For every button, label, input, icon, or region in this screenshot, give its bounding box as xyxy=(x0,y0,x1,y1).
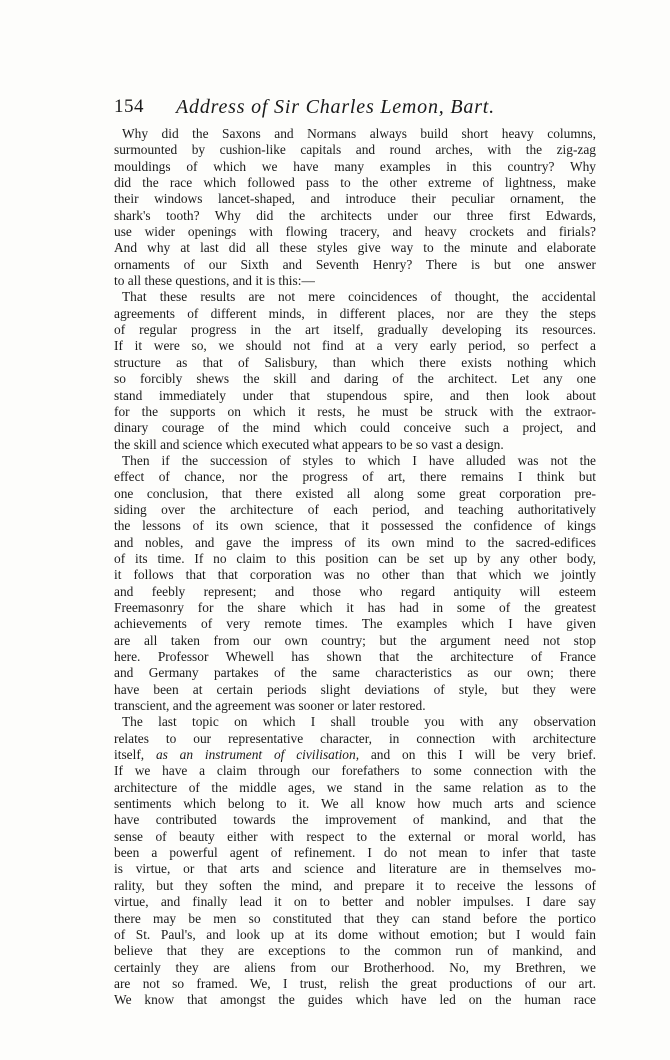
text-line: one conclusion, that there existed all along some great corporation pre- xyxy=(114,485,596,501)
text-line: to all these questions, and it is this:— xyxy=(114,273,315,289)
text-line: here. Professor Whewell has shown that the architecture of France xyxy=(114,649,596,664)
text-line: of its time. If no claim to this position can be set up by any other body, xyxy=(114,550,596,566)
text-line: We know that amongst the guides which have led on the human race xyxy=(114,992,596,1008)
page-header xyxy=(114,96,594,124)
text-line: If it were so, we should not find at a very early period, so perfect a xyxy=(114,338,596,354)
text-line: are not so framed. We, I trust, relish the great productions of our art. xyxy=(114,975,596,991)
text-line: sense of beauty either with respect to the external or moral world, has xyxy=(114,828,596,844)
text-line: and feebly represent; and those who regard antiquity will esteem xyxy=(114,583,596,599)
page-number: 154 xyxy=(114,96,144,117)
text-line: stand immediately under that stupendous spire, and then look about xyxy=(114,387,596,403)
text-line: And why at last did all these styles give way to the minute and elaborate xyxy=(114,240,596,256)
text-line: surmounted by cushion-like capitals and round arches, with the zig-zag xyxy=(114,142,596,158)
text-line: effect of chance, nor the progress of art, there remains I think but xyxy=(114,469,596,485)
text-line: certainly they are aliens from our Brotherhood. No, my Brethren, we xyxy=(114,959,596,975)
text-line: of regular progress in the art itself, gradually developing its resources. xyxy=(114,322,596,338)
text-line: use wider openings with flowing tracery, and heavy crockets and firials? xyxy=(114,224,596,240)
text-line: it follows that that corporation was no other than that which we jointly xyxy=(114,567,596,583)
text-line: and Germany partakes of the same characteristics as our own; there xyxy=(114,665,596,681)
text-line: transcient, and the agreement was sooner or later restored. xyxy=(114,698,426,714)
text-line: their windows lancet-shaped, and introduce their peculiar ornament, the xyxy=(114,191,596,207)
text-line: achievements of very remote times. The examples which I have given xyxy=(114,616,596,632)
text-line: Freemasonry for the share which it has had in some of the greatest xyxy=(114,599,596,615)
text-line: architecture of the middle ages, we stand in the same relation as to the xyxy=(114,779,596,795)
text-line: so forcibly shews the skill and daring of the architect. Let any one xyxy=(114,371,596,387)
text-line xyxy=(114,747,596,763)
text-line: structure as that of Salisbury, than which there exists nothing which xyxy=(114,354,596,370)
text-line: for the supports on which it rests, he must be struck with the extraor- xyxy=(114,403,596,419)
text-line: That these results are not mere coincidences of thought, the accidental xyxy=(122,289,596,305)
text-line: relates to our representative character, in connection with architecture xyxy=(114,730,596,746)
running-title: Address of Sir Charles Lemon, Bart. xyxy=(176,96,495,118)
text-line: believe that they are exceptions to the common run of mankind, and xyxy=(114,943,596,959)
text-line: mouldings of which we have many examples in this country? Why xyxy=(114,158,596,174)
text-line-segment: and on this I will be very brief. xyxy=(359,747,596,763)
text-line: the skill and science which executed what appears to be so vast a design. xyxy=(114,436,504,452)
text-line: is virtue, or that arts and science and literature are in themselves mo- xyxy=(114,861,596,877)
text-line: of St. Paul's, and look up at its dome without emotion; but I would fain xyxy=(114,926,596,942)
italic-phrase: as an instrument of civilisation, xyxy=(155,747,360,763)
text-line: have contributed towards the improvement of mankind, and that the xyxy=(114,812,596,828)
text-line: Then if the succession of styles to which I have alluded was not the xyxy=(122,452,596,468)
text-line: are all taken from our own country; but the argument need not stop xyxy=(114,632,596,648)
text-line: the lessons of its own science, that it possessed the confidence of kings xyxy=(114,518,596,534)
text-line: rality, but they soften the mind, and prepare it to receive the lessons of xyxy=(114,877,596,893)
text-line: ornaments of our Sixth and Seventh Henry? There is but one answer xyxy=(114,256,596,272)
text-line: siding over the architecture of each period, and teaching authoritatively xyxy=(114,501,596,517)
text-line: virtue, and finally lead it on to better and nobler impulses. I dare say xyxy=(114,894,596,910)
text-line: there may be men so constituted that they can stand before the portico xyxy=(114,910,596,926)
text-line: sentiments which belong to it. We all know how much arts and science xyxy=(114,796,596,812)
text-line: Why did the Saxons and Normans always build short heavy columns, xyxy=(122,126,596,141)
text-line: have been at certain periods slight deviations of style, but they were xyxy=(114,681,596,697)
body-text xyxy=(114,126,596,1009)
text-line: dinary courage of the mind which could conceive such a project, and xyxy=(114,420,596,436)
text-line: shark's tooth? Why did the architects under our three first Edwards, xyxy=(114,207,596,223)
text-line: If we have a claim through our forefathers to some connection with the xyxy=(114,763,596,779)
text-line-segment: itself, xyxy=(114,747,156,763)
text-line: and nobles, and gave the impress of its own mind to the sacred-edifices xyxy=(114,534,596,550)
text-line: been a powerful agent of refinement. I do not mean to infer that taste xyxy=(114,845,596,861)
text-line: did the race which followed pass to the other extreme of lightness, make xyxy=(114,175,596,191)
text-line: The last topic on which I shall trouble you with any observation xyxy=(122,714,596,730)
text-line: agreements of different minds, in different places, nor are they the steps xyxy=(114,305,596,321)
